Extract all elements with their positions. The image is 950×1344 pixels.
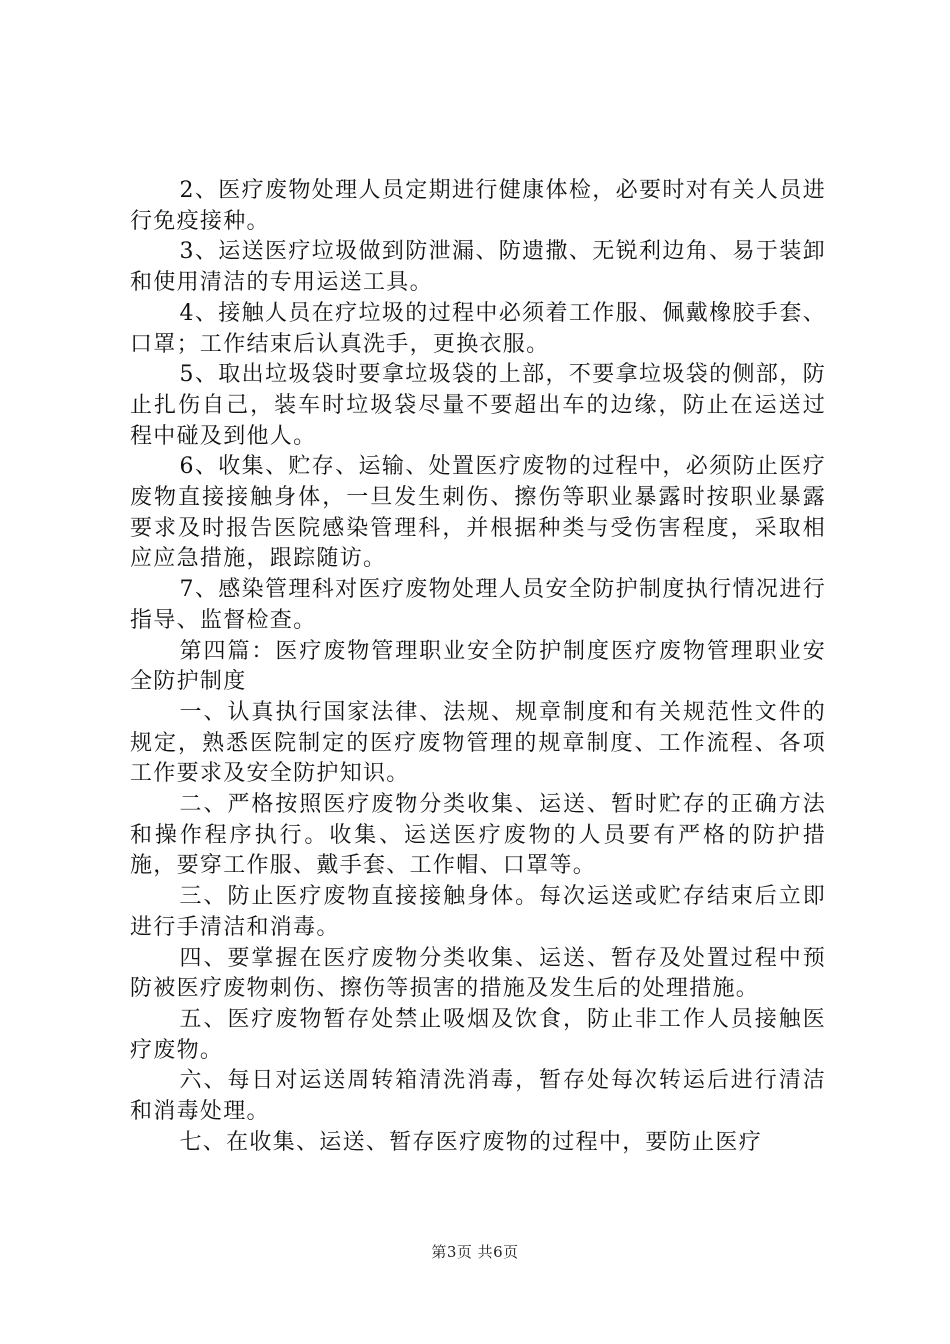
clause-four: 四、要掌握在医疗废物分类收集、运送、暂存及处置过程中预防被医疗废物刺伤、擦伤等损害的措施及发生后的处理措施。 bbox=[130, 945, 826, 1002]
paragraph-5: 5、取出垃圾袋时要拿垃圾袋的上部，不要拿垃圾袋的侧部，防止扎伤自己，装车时垃圾袋尽量不要超出车的边缘，防止在运送过程中碰及到他人。 bbox=[130, 362, 826, 449]
clause-seven: 七、在收集、运送、暂存医疗废物的过程中，要防止医疗 bbox=[179, 1129, 763, 1155]
document-body bbox=[130, 176, 826, 1159]
paragraph-7: 7、感染管理科对医疗废物处理人员安全防护制度执行情况进行指导、监督检查。 bbox=[130, 577, 826, 633]
clause-three: 三、防止医疗废物直接接触身体。每次运送或贮存结束后立即进行手清洁和消毒。 bbox=[130, 884, 826, 940]
paragraph-3: 3、运送医疗垃圾做到防泄漏、防遗撒、无锐利边角、易于装卸和使用清洁的专用运送工具。 bbox=[130, 239, 826, 296]
page-number-footer: 第3页 共6页 bbox=[431, 1243, 519, 1261]
clause-five: 五、医疗废物暂存处禁止吸烟及饮食，防止非工作人员接触医疗废物。 bbox=[130, 1006, 826, 1063]
paragraph-4: 4、接触人员在疗垃圾的过程中必须着工作服、佩戴橡胶手套、口罩；工作结束后认真洗手，更换衣服。 bbox=[130, 300, 826, 357]
paragraph-6: 6、收集、贮存、运输、处置医疗废物的过程中，必须防止医疗废物直接接触身体，一旦发生刺伤、擦伤等职业暴露时按职业暴露要求及时报告医院感染管理科，并根据种类与受伤害程度，采取相应应急措施，跟踪随访。 bbox=[130, 454, 826, 572]
clause-one: 一、认真执行国家法律、法规、规章制度和有关规范性文件的规定，熟悉医院制定的医疗废物管理的规章制度、工作流程、各项工作要求及安全防护知识。 bbox=[130, 699, 826, 787]
clause-two: 二、严格按照医疗废物分类收集、运送、暂时贮存的正确方法和操作程序执行。收集、运送医疗废物的人员要有严格的防护措施，要穿工作服、戴手套、工作帽、口罩等。 bbox=[130, 792, 826, 879]
paragraph-2: 2、医疗废物处理人员定期进行健康体检，必要时对有关人员进行免疫接种。 bbox=[130, 178, 826, 234]
clause-six: 六、每日对运送周转箱清洗消毒，暂存处每次转运后进行清洁和消毒处理。 bbox=[130, 1068, 826, 1125]
section-heading-part-four: 第四篇：医疗废物管理职业安全防护制度医疗废物管理职业安全防护制度 bbox=[130, 638, 826, 695]
